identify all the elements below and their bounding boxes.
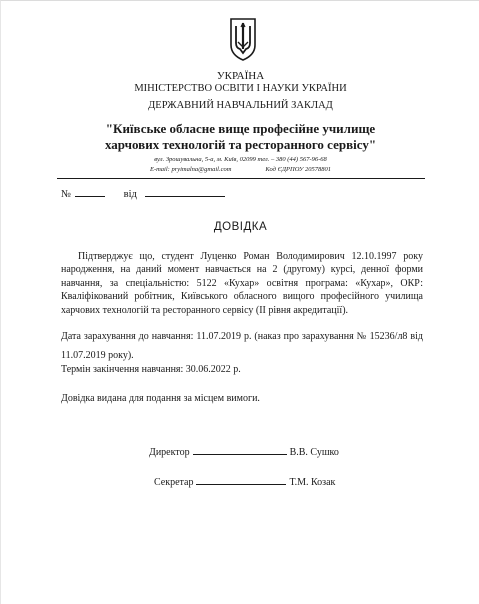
director-name: В.В. Сушко — [289, 447, 339, 458]
director-signature-line — [193, 444, 287, 455]
header-divider — [57, 178, 425, 179]
institution-address: вул. Зрошувальна, 5-а, м. Київ, 02099 тел. – 380 (44) 567-96-68 — [154, 156, 327, 163]
director-signature — [149, 444, 339, 458]
director-title: Директор — [149, 447, 190, 458]
document-title: ДОВІДКА — [213, 221, 268, 233]
ministry-name: МІНІСТЕРСТВО ОСВІТИ І НАУКИ УКРАЇНИ — [134, 83, 347, 94]
country-name: УКРАЇНА — [216, 70, 265, 82]
reference-line — [61, 187, 225, 200]
body-paragraph-purpose: Довідка видана для подання за місцем вимоги. — [61, 393, 260, 404]
institution-name-line1: "Київське обласне вище професійне училище — [105, 121, 376, 136]
institution-edrpou: Код ЄДРПОУ 20578801 — [265, 166, 332, 173]
institution-email: E-mail: pryimalna@gmail.com — [149, 166, 232, 173]
body-paragraph-term: Термін закінчення навчання: 30.06.2022 р. — [61, 364, 241, 375]
secretary-signature-line — [196, 474, 286, 485]
institution-type: ДЕРЖАВНИЙ НАВЧАЛЬНИЙ ЗАКЛАД — [148, 100, 333, 111]
institution-name-line2: харчових технологій та ресторанного сервісу" — [104, 137, 377, 152]
secretary-title: Секретар — [154, 477, 194, 488]
number-blank — [75, 187, 105, 197]
secretary-name: Т.М. Козак — [289, 477, 336, 488]
date-label: від — [123, 189, 137, 200]
body-paragraph-enrollment: Дата зарахування до навчання: 11.07.2019 р. (наказ про зарахування № 15236/л8 від 11.07.2019 року). — [61, 331, 423, 361]
contact-line — [1, 166, 479, 173]
secretary-signature — [154, 474, 335, 488]
number-label: № — [61, 189, 72, 200]
trident-coat-of-arms-icon — [229, 17, 257, 61]
date-blank — [145, 187, 225, 197]
body-paragraph-confirmation: Підтверджує що, студент Луценко Роман Володимирович 12.10.1997 року народження, на даний момент навчається на 2 (другому) курсі, денної форми навчання, за спеціальністю: 5122 «Кухар» освітня програма: «Кухар», ОКР: Кваліфікований робітник, Київського обласного вищого професійного училища харчових технологій та ресторанного сервісу (ІІ рівня акредитації). — [61, 251, 423, 316]
